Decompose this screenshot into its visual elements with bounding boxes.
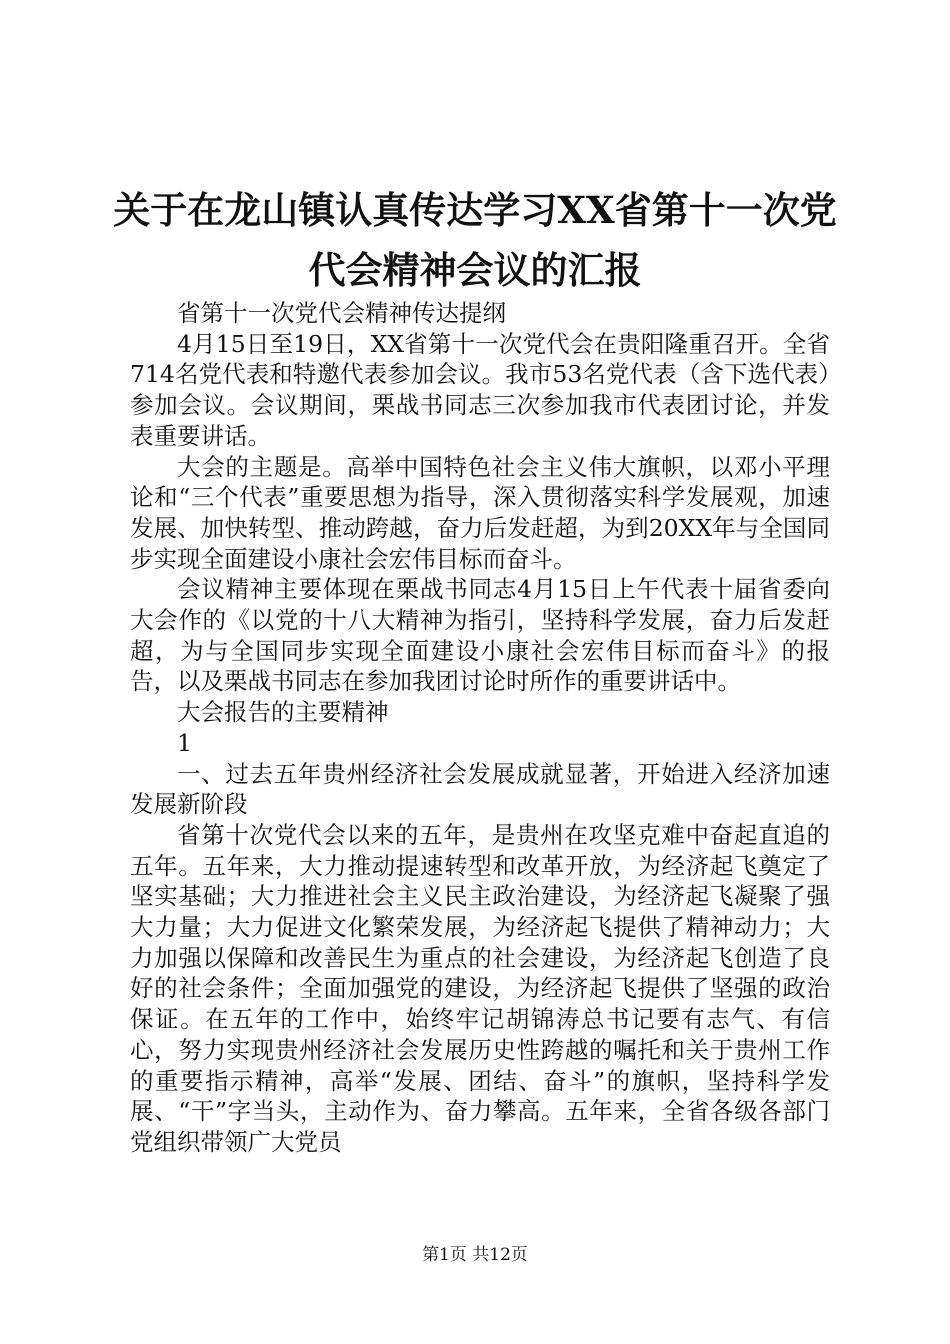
paragraph-outline-heading: 省第十一次党代会精神传达提纲 xyxy=(177,299,506,327)
document-body xyxy=(130,298,830,1158)
paragraph-meeting-spirit: 会议精神主要体现在栗战书同志4月15日上午代表十届省委向大会作的《以党的十八大精神为指引，坚持科学发展，奋力后发赶超，为与全国同步实现全面建设小康社会宏伟目标而奋斗》的报告，以及栗战书同志在参加我团讨论时所作的重要讲话中。 xyxy=(130,575,830,696)
document-title: 关于在龙山镇认真传达学习XX省第十一次党代会精神会议的汇报 xyxy=(113,188,837,292)
page-number-footer: 第1页 共12页 xyxy=(422,1245,528,1265)
paragraph-meeting-overview: 4月15日至19日，XX省第十一次党代会在贵阳隆重召开。全省714名党代表和特邀代表参加会议。我市53名党代表（含下选代表）参加会议。会议期间，栗战书同志三次参加我市代表团讨论，并发表重要讲话。 xyxy=(130,329,830,450)
paragraph-report-heading: 大会报告的主要精神 xyxy=(177,698,389,727)
paragraph-section-one-heading: 一、过去五年贵州经济社会发展成就显著，开始进入经济加速发展新阶段 xyxy=(130,759,830,819)
paragraph-number: 1 xyxy=(177,728,192,757)
paragraph-meeting-theme: 大会的主题是。高举中国特色社会主义伟大旗帜，以邓小平理论和“三个代表”重要思想为指导，深入贯彻落实科学发展观，加速发展、加快转型、推动跨越，奋力后发赶超，为到20XX年与全国同步实现全面建设小康社会宏伟目标而奋斗。 xyxy=(130,452,830,573)
paragraph-five-years-review: 省第十次党代会以来的五年，是贵州在攻坚克难中奋起直追的五年。五年来，大力推动提速转型和改革开放，为经济起飞奠定了坚实基础；大力推进社会主义民主政治建设，为经济起飞凝聚了强大力量；大力促进文化繁荣发展，为经济起飞提供了精神动力；大力加强以保障和改善民生为重点的社会建设，为经济起飞创造了良好的社会条件；全面加强党的建设，为经济起飞提供了坚强的政治保证。在五年的工作中，始终牢记胡锦涛总书记要有志气、有信心，努力实现贵州经济社会发展历史性跨越的嘱托和关于贵州工作的重要指示精神，高举“发展、团结、奋斗”的旗帜，坚持科学发展、“干”字当头，主动作为、奋力攀高。五年来，全省各级各部门党组织带领广大党员 xyxy=(130,820,830,1156)
